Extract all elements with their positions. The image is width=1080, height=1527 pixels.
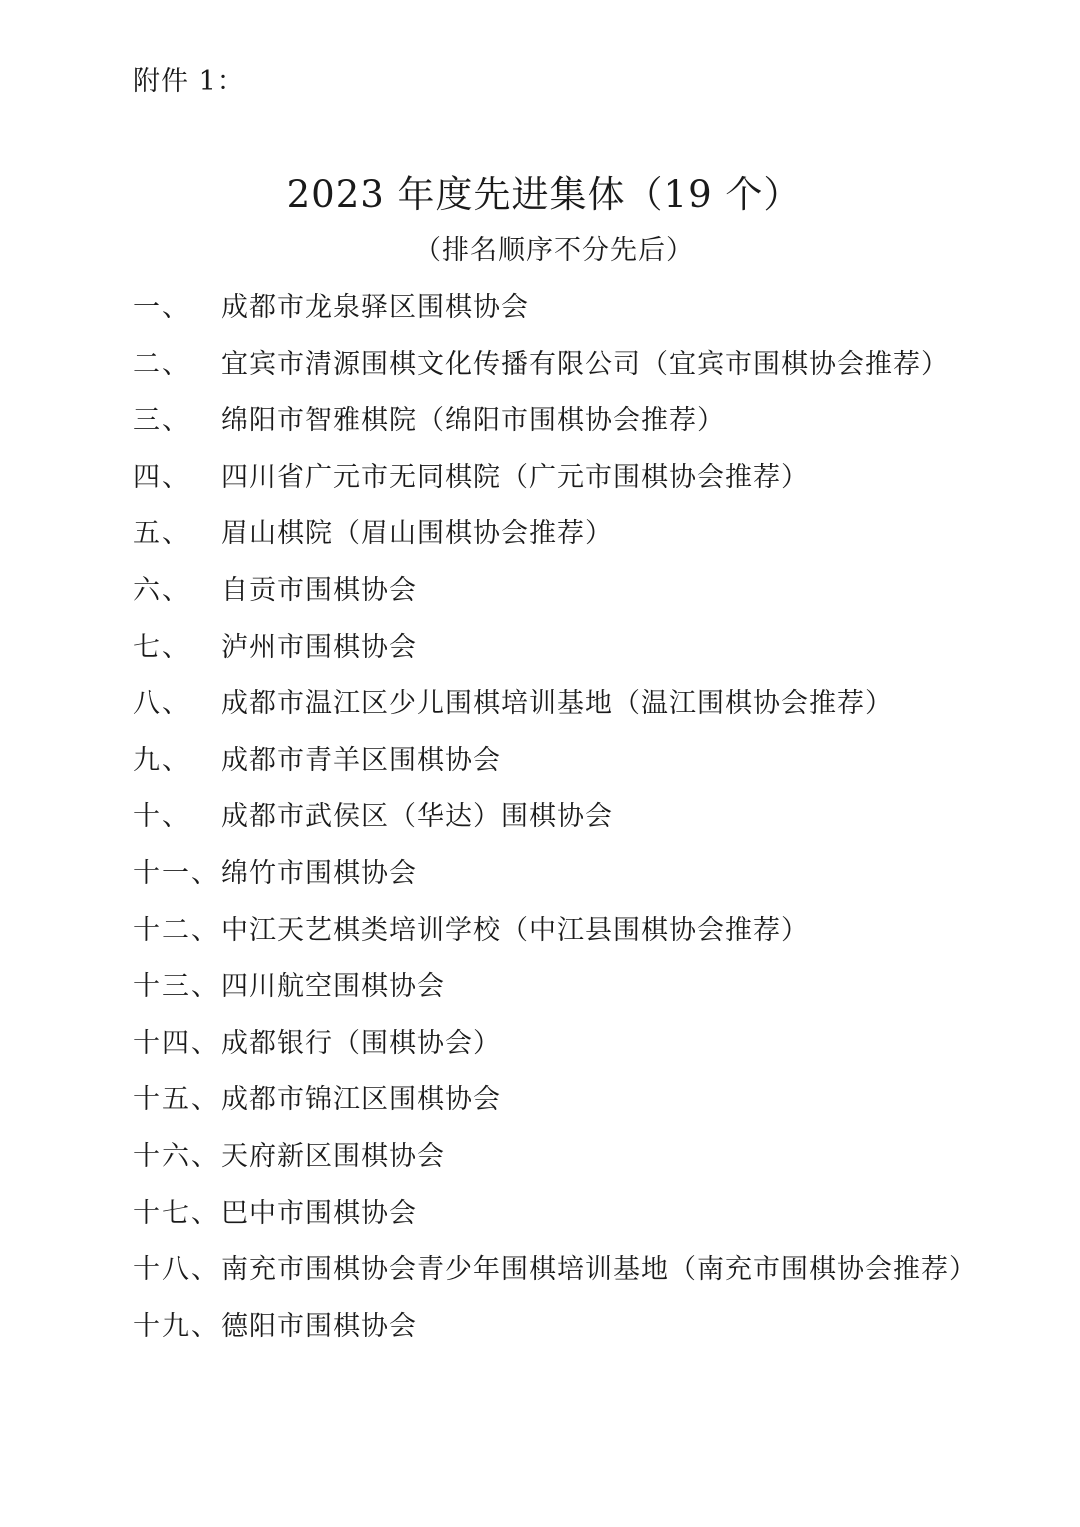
item-name: 成都银行（围棋协会）: [221, 1027, 501, 1059]
item-name: 四川省广元市无同棋院（广元市围棋协会推荐）: [221, 461, 809, 493]
item-name: 泸州市围棋协会: [221, 631, 417, 663]
list-item: [133, 347, 1033, 404]
list-item: [133, 403, 1033, 460]
item-name: 宜宾市清源围棋文化传播有限公司（宜宾市围棋协会推荐）: [221, 348, 949, 380]
item-number: 十六、: [133, 1140, 220, 1172]
item-name: 成都市龙泉驿区围棋协会: [221, 292, 529, 323]
item-name: 四川航空围棋协会: [221, 971, 445, 1003]
item-number: 二、: [133, 348, 191, 380]
attachment-label: 附件 1：: [133, 66, 245, 97]
item-number: 四、: [133, 461, 191, 493]
document-title: 2023 年度先进集体（19 个）: [286, 173, 802, 216]
list-item: [133, 1196, 1033, 1253]
item-name: 绵阳市智雅棋院（绵阳市围棋协会推荐）: [221, 405, 725, 437]
item-number: 十八、: [133, 1254, 220, 1286]
list-item: [133, 1139, 1033, 1196]
list-item: [133, 460, 1033, 517]
list-item: [133, 1309, 1033, 1366]
item-name: 巴中市围棋协会: [221, 1197, 417, 1229]
item-name: 成都市青羊区围棋协会: [221, 744, 501, 776]
item-name: 中江天艺棋类培训学校（中江县围棋协会推荐）: [221, 914, 809, 946]
item-number: 十、: [133, 801, 191, 833]
item-number: 五、: [133, 518, 191, 550]
item-name: 南充市围棋协会青少年围棋培训基地（南充市围棋协会推荐）: [221, 1254, 977, 1286]
item-number: 十三、: [133, 971, 220, 1003]
item-number: 九、: [133, 744, 191, 776]
list-item: [133, 1082, 1033, 1139]
list-item: [133, 856, 1033, 913]
item-number: 十一、: [133, 857, 220, 889]
list-item: [133, 686, 1033, 743]
item-name: 成都市武侯区（华达）围棋协会: [221, 801, 613, 833]
item-name: 德阳市围棋协会: [221, 1310, 417, 1342]
document-subtitle: （排名顺序不分先后）: [414, 235, 694, 266]
item-number: 十四、: [133, 1027, 220, 1059]
item-name: 眉山棋院（眉山围棋协会推荐）: [221, 518, 613, 550]
item-number: 十二、: [133, 914, 220, 946]
list-item: [133, 573, 1033, 630]
item-name: 绵竹市围棋协会: [221, 857, 417, 889]
list-item: [133, 1026, 1033, 1083]
award-list: [133, 290, 1033, 1365]
list-item: [133, 743, 1033, 800]
item-number: 七、: [133, 631, 191, 663]
list-item: [133, 290, 1033, 347]
item-number: 六、: [133, 574, 191, 606]
item-name: 天府新区围棋协会: [221, 1140, 445, 1172]
list-item: [133, 969, 1033, 1026]
list-item: [133, 1252, 1033, 1309]
item-number: 十七、: [133, 1197, 220, 1229]
item-name: 自贡市围棋协会: [221, 574, 417, 606]
item-number: 三、: [133, 405, 191, 437]
list-item: [133, 799, 1033, 856]
list-item: [133, 516, 1033, 573]
list-item: [133, 913, 1033, 970]
item-number: 十九、: [133, 1310, 220, 1342]
item-name: 成都市锦江区围棋协会: [221, 1084, 501, 1116]
item-number: 一、: [133, 292, 191, 323]
item-name: 成都市温江区少儿围棋培训基地（温江围棋协会推荐）: [221, 688, 893, 720]
list-item: [133, 630, 1033, 687]
item-number: 十五、: [133, 1084, 220, 1116]
item-number: 八、: [133, 688, 191, 720]
